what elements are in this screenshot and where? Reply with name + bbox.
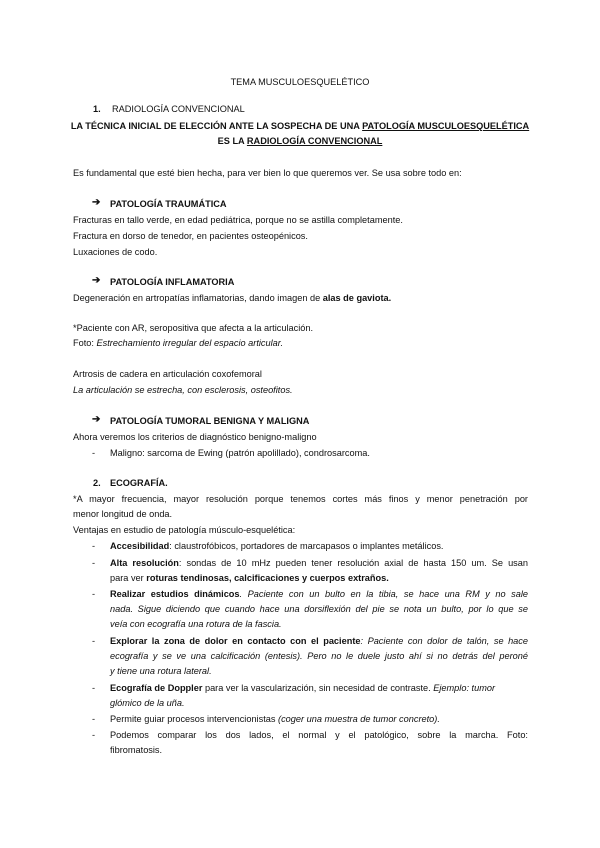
- arrow-right-icon: ➔: [92, 275, 101, 286]
- subheading-traumatica: PATOLOGÍA TRAUMÁTICA: [110, 199, 227, 209]
- list-item: Explorar la zona de dolor en contacto con el paciente: Paciente con dolor de talón, se hace: [110, 636, 528, 646]
- list-item-continuation: glómico de la uña.: [110, 698, 185, 708]
- text-line: menor longitud de onda.: [73, 509, 173, 519]
- section-intro: Es fundamental que esté bien hecha, para ver bien lo que queremos ver. Se usa sobre todo en:: [73, 168, 462, 178]
- list-item-continuation: nada. Sigue diciendo que cuando hace una dorsiflexión del pie se nota un bulto, por lo que se: [110, 604, 528, 614]
- dash-bullet: -: [92, 558, 96, 568]
- section-number: 1.: [93, 104, 101, 114]
- dash-bullet: -: [92, 541, 96, 551]
- dash-bullet: -: [92, 683, 96, 693]
- key-statement-line-1: LA TÉCNICA INICIAL DE ELECCIÓN ANTE LA SOSPECHA DE UNA PATOLOGÍA MUSCULOESQUELÉTICA: [70, 121, 530, 131]
- arrow-right-icon: ➔: [92, 197, 101, 208]
- list-item: Maligno: sarcoma de Ewing (patrón apolillado), condrosarcoma.: [110, 448, 370, 458]
- dash-bullet: -: [92, 636, 96, 646]
- list-item: Ecografía de Doppler para ver la vascularización, sin necesidad de contraste. Ejemplo: tumor: [110, 683, 496, 693]
- list-item: Permite guiar procesos intervencionistas (coger una muestra de tumor concreto).: [110, 714, 440, 724]
- text-line: La articulación se estrecha, con esclerosis, osteofitos.: [73, 385, 293, 395]
- list-item: Accesibilidad: claustrofóbicos, portadores de marcapasos o implantes metálicos.: [110, 541, 444, 551]
- dash-bullet: -: [92, 730, 96, 740]
- arrow-right-icon: ➔: [92, 414, 101, 425]
- dash-bullet: -: [92, 589, 96, 599]
- text-line: Fracturas en tallo verde, en edad pediátrica, porque no se astilla completamente.: [73, 215, 403, 225]
- list-item-continuation: ecografía y se ve una calcificación (entesis). Pero no le duele justo ahí si no detrás del peroné: [110, 651, 528, 661]
- text-line: Ventajas en estudio de patología músculo-esquelética:: [73, 525, 296, 535]
- text-line: Artrosis de cadera en articulación coxofemoral: [73, 369, 262, 379]
- text-line: Fractura en dorso de tenedor, en pacientes osteopénicos.: [73, 231, 308, 241]
- page-title: TEMA MUSCULOESQUELÉTICO: [230, 77, 370, 87]
- dash-bullet: -: [92, 448, 96, 458]
- key-statement-line-2: ES LA RADIOLOGÍA CONVENCIONAL: [217, 136, 383, 146]
- subheading-tumoral: PATOLOGÍA TUMORAL BENIGNA Y MALIGNA: [110, 416, 310, 426]
- list-item-continuation: veía con ecografía una rotura de la fascia.: [110, 619, 282, 629]
- text-line: Degeneración en artropatías inflamatorias, dando imagen de alas de gaviota.: [73, 293, 392, 303]
- list-item-continuation: para ver roturas tendinosas, calcificaciones y cuerpos extraños.: [110, 573, 389, 583]
- list-item: Realizar estudios dinámicos. Paciente con un bulto en la tibia, se hace una RM y no sale: [110, 589, 528, 599]
- section-heading: ECOGRAFÍA.: [110, 478, 168, 488]
- text-line: *Paciente con AR, seropositiva que afecta a la articulación.: [73, 323, 314, 333]
- section-number: 2.: [93, 478, 101, 488]
- photo-caption: Foto: Estrechamiento irregular del espacio articular.: [73, 338, 284, 348]
- text-line: *A mayor frecuencia, mayor resolución porque tenemos cortes más finos y menor penetración por: [73, 494, 528, 504]
- list-item-continuation: y tiene una rotura lateral.: [110, 666, 212, 676]
- dash-bullet: -: [92, 714, 96, 724]
- list-item: Alta resolución: sondas de 10 mHz pueden tener resolución axial de hasta 150 um. Se usan: [110, 558, 528, 568]
- subheading-inflamatoria: PATOLOGÍA INFLAMATORIA: [110, 277, 235, 287]
- text-line: Luxaciones de codo.: [73, 247, 158, 257]
- list-item: Podemos comparar los dos lados, el normal y el patológico, sobre la marcha. Foto:: [110, 730, 528, 740]
- list-item-continuation: fibromatosis.: [110, 745, 163, 755]
- text-line: Ahora veremos los criterios de diagnóstico benigno-maligno: [73, 432, 317, 442]
- section-heading: RADIOLOGÍA CONVENCIONAL: [112, 104, 245, 114]
